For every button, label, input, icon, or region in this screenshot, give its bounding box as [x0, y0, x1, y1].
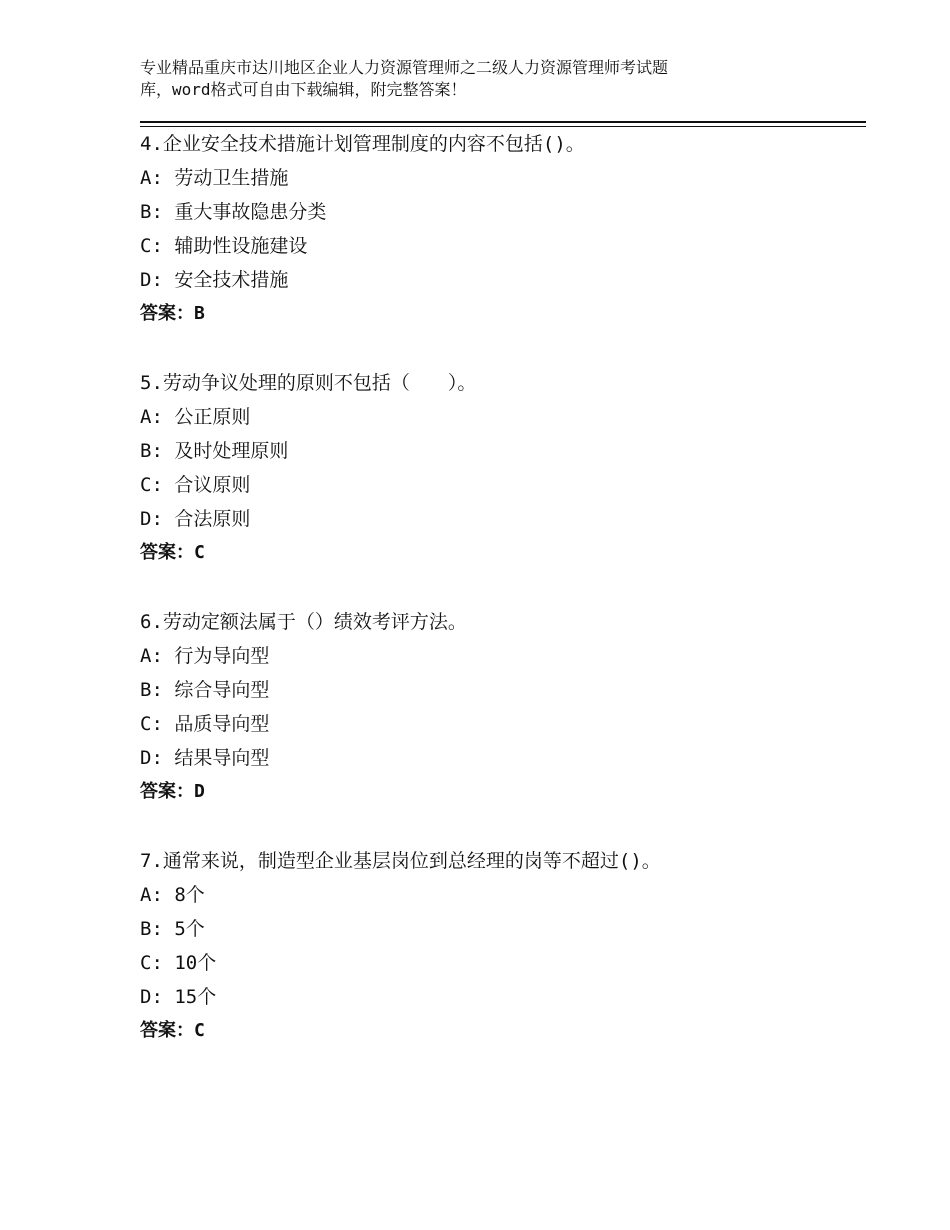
- question-4: [140, 127, 866, 331]
- answer: 答案：C: [140, 542, 205, 563]
- option-a: A: 行为导向型: [140, 645, 270, 667]
- option-a: A: 8个: [140, 884, 205, 906]
- header-title-line-1: 专业精品重庆市达川地区企业人力资源管理师之二级人力资源管理师考试题: [140, 58, 669, 77]
- header-title-line-2: 库，word格式可自由下载编辑，附完整答案！: [140, 80, 467, 99]
- document-header: [140, 57, 840, 101]
- answer: 答案：B: [140, 303, 205, 324]
- option-b: B: 综合导向型: [140, 679, 270, 701]
- header-divider-thick: [140, 121, 866, 123]
- option-b: B: 5个: [140, 918, 205, 940]
- option-a: A: 公正原则: [140, 406, 251, 428]
- question-list: [140, 127, 866, 1083]
- question-7: [140, 844, 866, 1048]
- option-c: C: 合议原则: [140, 474, 251, 496]
- question-stem: 6.劳动定额法属于（）绩效考评方法。: [140, 611, 467, 633]
- question-5: [140, 366, 866, 570]
- question-stem: 5.劳动争议处理的原则不包括（ ）。: [140, 372, 477, 394]
- option-b: B: 重大事故隐患分类: [140, 201, 327, 223]
- option-b: B: 及时处理原则: [140, 440, 289, 462]
- option-d: D: 合法原则: [140, 508, 251, 530]
- option-d: D: 15个: [140, 986, 217, 1008]
- answer: 答案：D: [140, 781, 205, 802]
- option-a: A: 劳动卫生措施: [140, 167, 289, 189]
- question-stem: 4.企业安全技术措施计划管理制度的内容不包括()。: [140, 133, 585, 155]
- option-c: C: 辅助性设施建设: [140, 235, 308, 257]
- option-d: D: 结果导向型: [140, 747, 270, 769]
- question-6: [140, 605, 866, 809]
- question-stem: 7.通常来说，制造型企业基层岗位到总经理的岗等不超过()。: [140, 850, 661, 872]
- option-d: D: 安全技术措施: [140, 269, 289, 291]
- answer: 答案：C: [140, 1020, 205, 1041]
- option-c: C: 10个: [140, 952, 217, 974]
- option-c: C: 品质导向型: [140, 713, 270, 735]
